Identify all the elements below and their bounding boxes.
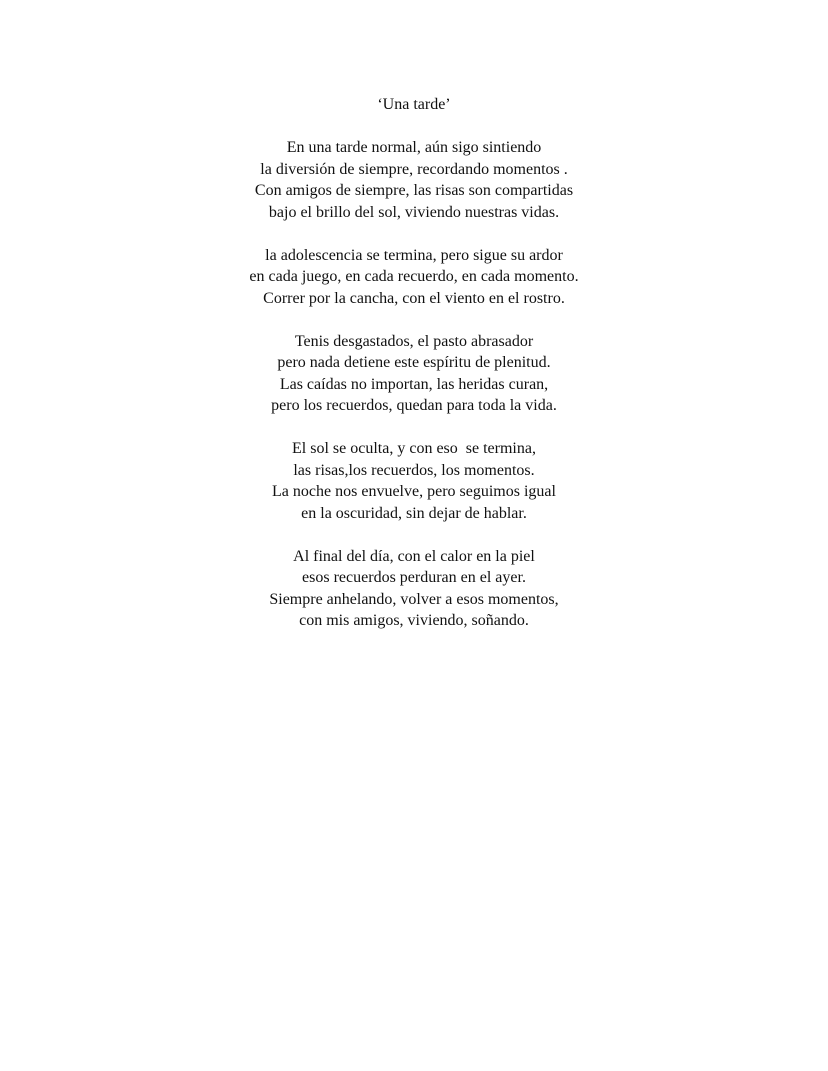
poem-line: Al final del día, con el calor en la piel [293, 547, 535, 565]
poem-line: Las caídas no importan, las heridas curan, [279, 375, 549, 393]
poem [0, 94, 828, 653]
poem-line: pero nada detiene este espíritu de plenitud. [277, 354, 551, 371]
poem-line: en cada juego, en cada recuerdo, en cada momento. [249, 268, 579, 285]
poem-line: bajo el brillo del sol, viviendo nuestras vidas. [268, 203, 560, 221]
poem-line: Correr por la cancha, con el viento en el rostro. [263, 289, 565, 307]
poem-line: Tenis desgastados, el pasto abrasador [294, 332, 534, 350]
poem-line: El sol se oculta, y con eso se termina, [292, 440, 536, 457]
poem-line: Con amigos de siempre, las risas son compartidas [254, 182, 574, 199]
poem-line: la diversión de siempre, recordando momentos . [260, 160, 568, 178]
poem-line: las risas,los recuerdos, los momentos. [293, 461, 535, 479]
stanza-3 [0, 331, 828, 417]
poem-line: En una tarde normal, aún sigo sintiendo [286, 139, 542, 156]
stanza-1 [0, 137, 828, 223]
poem-line: Siempre anhelando, volver a esos momentos, [269, 590, 559, 608]
stanza-5 [0, 546, 828, 632]
poem-line: en la oscuridad, sin dejar de hablar. [301, 504, 527, 522]
poem-title: ‘Una tarde’ [377, 96, 451, 113]
poem-line: pero los recuerdos, quedan para toda la vida. [271, 397, 557, 414]
stanza-4 [0, 438, 828, 524]
poem-line: esos recuerdos perduran en el ayer. [302, 569, 526, 586]
stanza-2 [0, 245, 828, 310]
poem-line: con mis amigos, viviendo, soñando. [299, 612, 529, 629]
poem-line: La noche nos envuelve, pero seguimos igual [272, 483, 556, 500]
poem-line: la adolescencia se termina, pero sigue su ardor [265, 246, 563, 264]
